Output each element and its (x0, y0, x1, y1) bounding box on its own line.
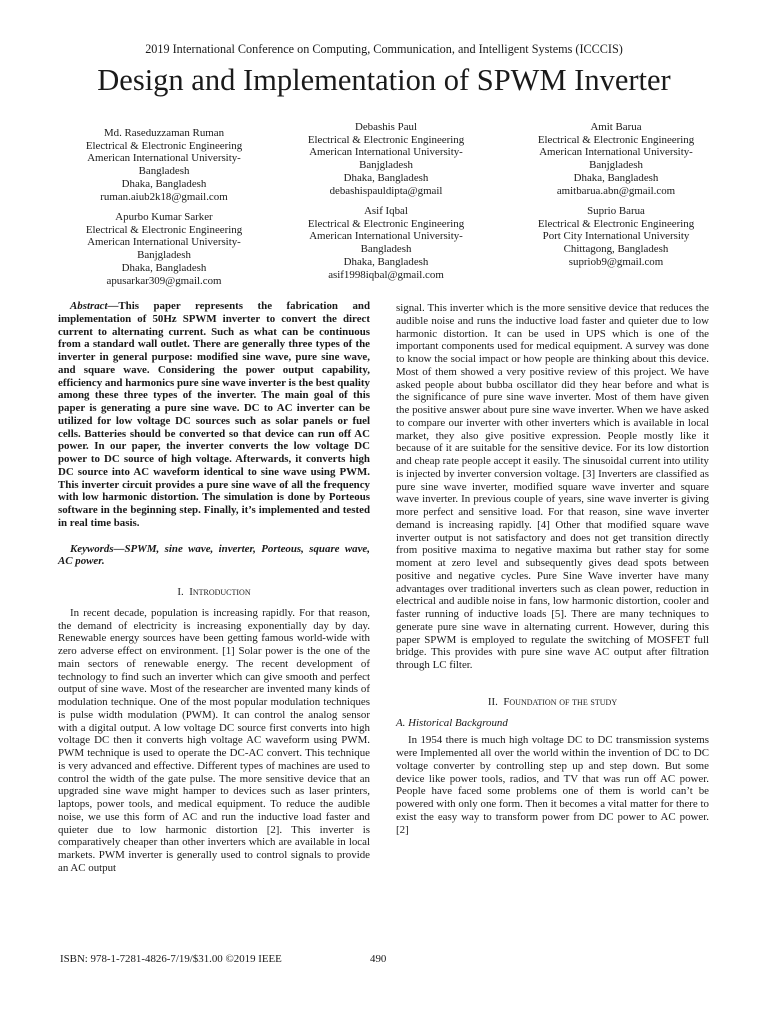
author-email: apusarkar309@gmail.com (106, 274, 222, 287)
author-dept: Electrical & Electronic Engineering (85, 223, 243, 236)
author-dept: Electrical & Electronic Engineering (537, 133, 695, 146)
historical-paragraph: In 1954 there is much high voltage DC to DC transmission systems were Implemented all over the world within the invention of DC to DC voltage converter by controlling step up and step down. But some device like power tools, radios, and TV that was run off AC power. People have faced some problems one of them is world can’t be powered with only one form. Then it becomes a vital matter for there to exist the easy way to transform power from DC power to AC power. [2] (396, 734, 709, 836)
author-univ: Banjgladesh (359, 159, 413, 172)
author-name: Amit Barua (590, 121, 642, 133)
author-city: Dhaka, Bangladesh (573, 171, 659, 184)
author-email: ruman.aiub2k18@gmail.com (100, 190, 228, 203)
author-dept: Electrical & Electronic Engineering (537, 217, 695, 230)
abstract-text: —This paper represents the fabrication and implementation of 50Hz SPWM inverter to convert the direct current to alternating current. Such as what can be continuous from a standard wall outlet. There are generally three types of the inverter in general purpose: modified sine wave, pure sine wave, and square wave. Considering the power output capability, efficiency and harmonics pure sine wave inverter is the best quality among these three types of the inverter. The main goal of this paper is generating a pure sine wave. DC to AC inverter can be utilized for low voltage DC sources such as solar panels or fuel cells. Batteries should be converted so that device can run off AC power. In our paper, the inverter converts the low voltage DC power to DC source of high voltage. Afterwards, it converts high DC source into AC waveform identical to sine wave using PWM. This inverter circuit provides a pure sine wave of all the frequency with low harmonic distortion. The simulation is done by Porteous software in the beginning step. Finally, it’s implemented and tested in real time basis. (58, 300, 370, 529)
abstract (58, 300, 370, 530)
intro-paragraph: In recent decade, population is increasing rapidly. For that reason, the demand of electricity is increasing exponentially day by day. Renewable energy sources have been getting famous world-wide with zero adverse effect on environment. [1] Solar power is the one of the main sectors of renewable energy. The recent development of technology to find such an inverter which can give smooth and perfect output of sine wave. Most of the researcher are invented many kinds of modulation technique. One of the most popular modulation techniques is pulse width modulation (PWM). It can control the analog sensor with a digital output. A low voltage DC source first converts into high voltage DC then it converts high voltage AC waveform using PWM. PWM technique is used to operate the DC-AC convert. This technique is very advanced and effective. Different types of machines are used to control the width of the gate pulse. The more sensitive device that an upgraded sine wave might hamper to devices such as laser printers, laptops, power tools, and medical equipment. To reduce the audible noise, we use this form of AC and run the inductive load faster and quieter due to low harmonic distortion [2]. This inverter is comparatively cheaper than other inverters which are available in local markets. PWM inverter is generally used to control signals to provide an AC output (58, 606, 370, 874)
author-block-5 (280, 205, 492, 281)
section-heading-introduction: I. Introduction (177, 586, 251, 598)
author-dept: Electrical & Electronic Engineering (307, 133, 465, 146)
conference-header: 2019 International Conference on Computing, Communication, and Intelligent Systems (ICCCIS) (145, 42, 623, 56)
author-email: debashispauldipta@gmail (329, 184, 443, 197)
page-number: 490 (370, 953, 387, 965)
author-univ: American International University- (539, 146, 693, 159)
author-email: asif1998iqbal@gmail.com (328, 268, 444, 281)
keywords: Keywords—SPWM, sine wave, inverter, Porteous, square wave, AC power. (58, 542, 370, 568)
author-univ: Port City International University (542, 230, 690, 243)
author-email: amitbarua.abn@gmail.com (556, 184, 676, 197)
author-name: Apurbo Kumar Sarker (115, 211, 213, 223)
footer-isbn: ISBN: 978-1-7281-4826-7/19/$31.00 ©2019 IEEE (60, 953, 282, 965)
author-dept: Electrical & Electronic Engineering (85, 139, 243, 152)
author-univ: Chittagong, Bangladesh (563, 243, 669, 256)
intro-paragraph-continued: signal. This inverter which is the more sensitive device that reduces the audible noise and runs the inductive load faster and quieter due to low harmonic distortion. It can be used in UPS which is one of the important components used for medical equipment. A survey was done to know the social impact or how people are thinking about this device. Most of them showed a very positive review of this project. We have asked people about bubba oscillator did they hear before and what is the significance of pure sine wave inverter. Most of them have given the positive answer about pure sine wave inverter. When we have asked to compare our inverter with other inverters which is available in local market, they also give positive expression. People mostly like it because of it are suitable for the sensitive device. For its low distortion and cheap rate people accept it easily. The sinusoidal current into utility is injected by inverter conversion voltage. [3] Inverters are classified as pure sine wave inverter, modified square wave inverter and square wave inverter. In previous couple of years, sine wave inverter is giving more perfect and sensitive load. For that reason, sine wave inverter demand is increasing rapidly. [4] Other that modified square wave inverter output is not satisfactory and does not get transition directly from positive maxima to negative maxima but rather stay for some moment at zero level and subsequently gives dead spots between positive and negative cycles. Pure Sine Wave inverter have many advantages over traditional inverters such as clean power, reduction in electrical and audible noise in fans, low harmonic distortion, cooler and faster running of inductive loads [5]. There are many techniques to generate pure sine wave in alternating current. However, during this paper SPWM is employed to regulate the switching of MOSFET full bridge. This provides with pure sine wave AC output after filtration through LC filter. (396, 302, 709, 671)
author-name: Md. Raseduzzaman Ruman (103, 127, 225, 139)
author-city: Dhaka, Bangladesh (121, 261, 207, 274)
author-univ: Banjgladesh (589, 159, 643, 172)
abstract-lead: Abstract (70, 300, 108, 312)
author-univ: Bangladesh (360, 243, 412, 256)
paper-title: Design and Implementation of SPWM Inverter (97, 63, 671, 97)
author-univ: Banjgladesh (137, 249, 191, 262)
author-block-6 (510, 205, 722, 269)
author-city: Dhaka, Bangladesh (121, 177, 207, 190)
right-column (396, 302, 709, 836)
left-column (58, 300, 370, 875)
author-dept: Electrical & Electronic Engineering (307, 217, 465, 230)
author-name: Suprio Barua (587, 205, 645, 217)
author-univ: American International University- (87, 236, 241, 249)
author-city: Dhaka, Bangladesh (343, 255, 429, 268)
author-block-3 (510, 121, 722, 197)
author-city: Dhaka, Bangladesh (343, 171, 429, 184)
author-univ: American International University- (87, 152, 241, 165)
author-name: Asif Iqbal (364, 205, 408, 217)
section-heading-foundation: II. Foundation of the study (487, 695, 618, 708)
author-block-2 (280, 121, 492, 197)
author-block-1 (58, 127, 270, 203)
author-email: supriob9@gmail.com (568, 255, 664, 268)
author-name: Debashis Paul (354, 121, 417, 133)
author-block-4 (58, 211, 270, 287)
author-univ: American International University- (309, 230, 463, 243)
author-univ: American International University- (309, 146, 463, 159)
subsection-heading-historical: A. Historical Background (396, 716, 508, 729)
author-univ: Bangladesh (138, 165, 190, 178)
